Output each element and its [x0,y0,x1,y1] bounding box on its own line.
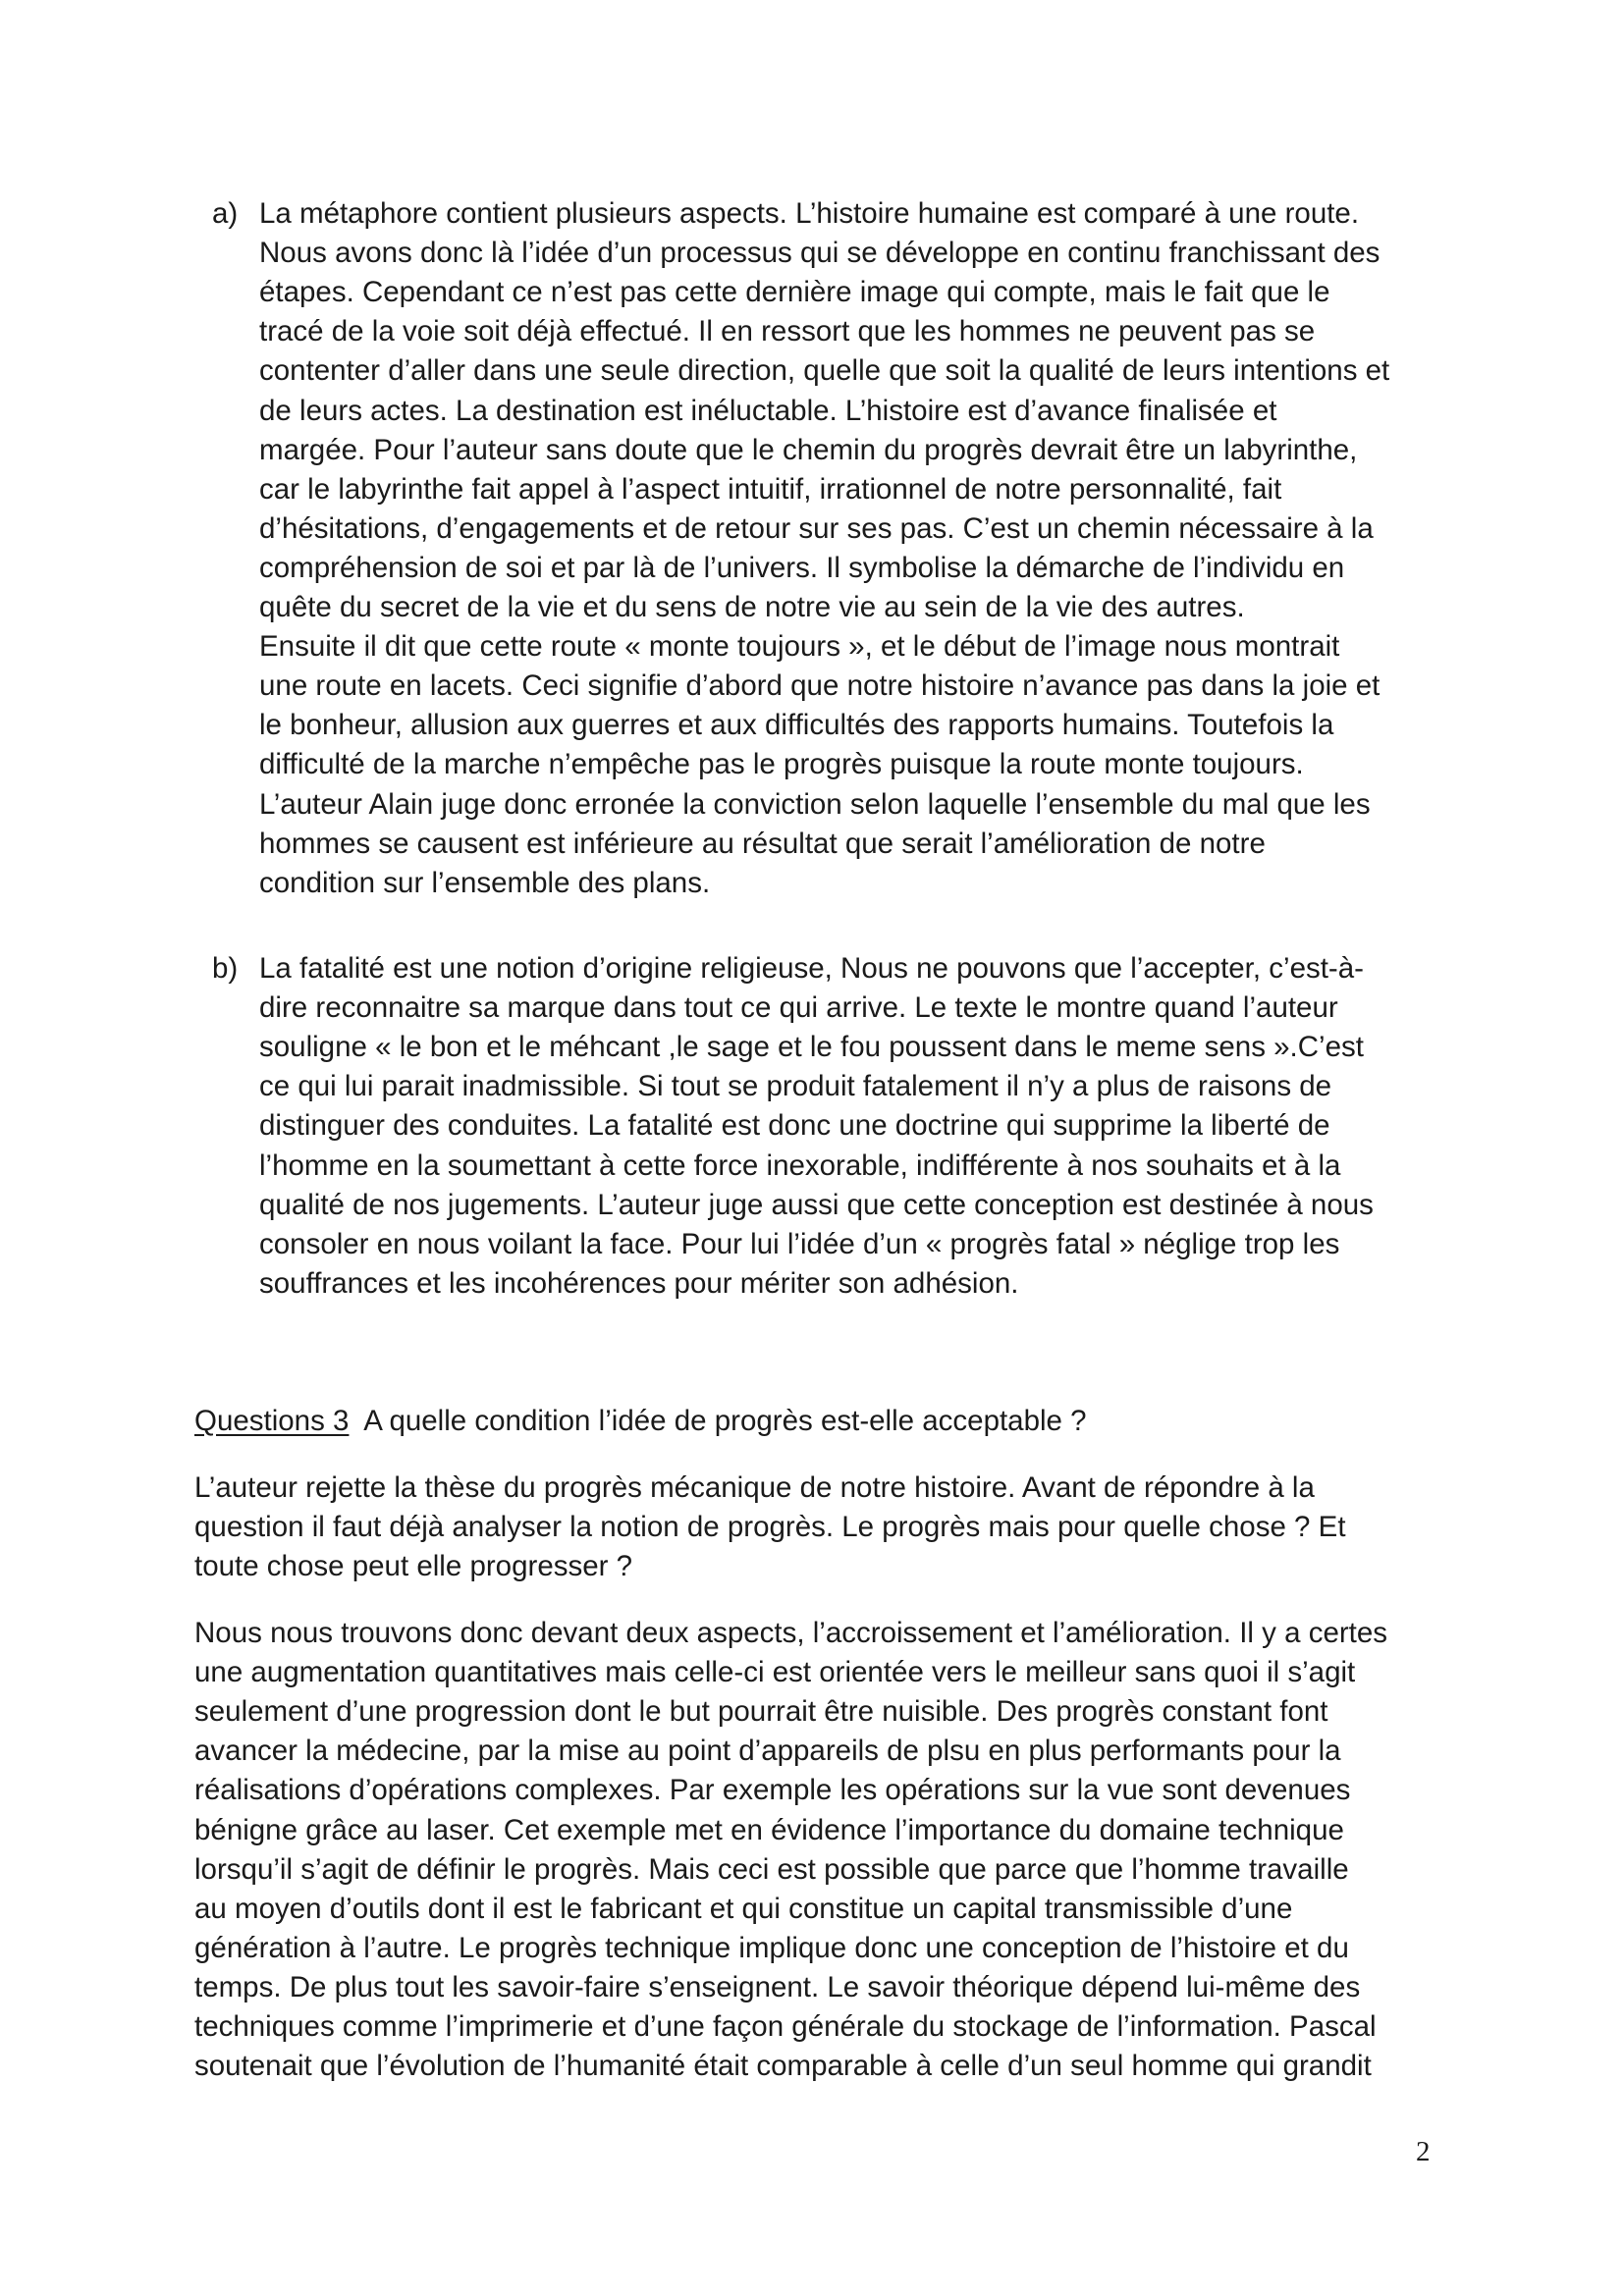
text-line: quête du secret de la vie et du sens de notre vie au sein de la vie des autres. [259,591,1245,623]
text-line: au moyen d’outils dont il est le fabricant et qui constitue un capital transmissible d’une [194,1892,1293,1925]
text-line: l’homme en la soumettant à cette force inexorable, indifférente à nos souhaits et à la [259,1148,1341,1182]
question-heading [194,1402,1087,1441]
text-line: distinguer des conduites. La fatalité est donc une doctrine qui supprime la liberté de [259,1109,1330,1143]
text-line: réalisations d’opérations complexes. Par exemple les opérations sur la vue sont devenues [194,1774,1351,1807]
text-line: souligne « le bon et le méhcant ,le sage et le fou poussent dans le meme sens ».C’est [259,1031,1364,1064]
text-line: car le labyrinthe fait appel à l’aspect intuitif, irrationnel de notre personnalité, fait [259,472,1282,506]
text-line: L’auteur Alain juge donc erronée la conviction selon laquelle l’ensemble du mal que les [259,787,1371,821]
text-line: Nous nous trouvons donc devant deux aspects, l’accroissement et l’amélioration. Il y a certes [194,1617,1388,1649]
text-line: d’hésitations, d’engagements et de retour sur ses pas. C’est un chemin nécessaire à la [259,511,1374,545]
text-line: bénigne grâce au laser. Cet exemple met en évidence l’importance du domaine technique [194,1813,1344,1846]
text-line: difficulté de la marche n’empêche pas le progrès puisque la route monte toujours. [259,748,1304,781]
list-marker-a: a) [212,197,239,230]
text-line: qualité de nos jugements. L’auteur juge aussi que cette conception est destinée à nous [259,1188,1374,1221]
text-line: La fatalité est une notion d’origine religieuse, Nous ne pouvons que l’accepter, c’est-à- [259,952,1364,985]
text-line: étapes. Cependant ce n’est pas cette dernière image qui compte, mais le fait que le [259,276,1330,309]
list-marker-b: b) [212,952,239,985]
text-line: compréhension de soi et par là de l’univers. Il symbolise la démarche de l’individu en [259,551,1345,584]
text-line: avancer la médecine, par la mise au point d’appareils de plsu en plus performants pour la [194,1735,1341,1768]
text-line: condition sur l’ensemble des plans. [259,866,711,899]
text-line: question il faut déjà analyser la notion de progrès. Le progrès mais pour quelle chose ? Et [194,1511,1346,1544]
text-line: une route en lacets. Ceci signifie d’abord que notre histoire n’avance pas dans la joie et [259,669,1380,703]
text-line: Ensuite il dit que cette route « monte toujours », et le début de l’image nous montrait [259,630,1340,664]
text-line: ce qui lui parait inadmissible. Si tout se produit fatalement il n’y a plus de raisons de [259,1070,1332,1103]
text-line: lorsqu’il s’agit de définir le progrès. Mais ceci est possible que parce que l’homme travaille [194,1852,1349,1886]
text-line: Nous avons donc là l’idée d’un processus qui se développe en continu franchissant des [259,237,1380,270]
text-line: le bonheur, allusion aux guerres et aux difficultés des rapports humains. Toutefois la [259,709,1334,742]
question-text: A quelle condition l’idée de progrès est-elle acceptable ? [349,1405,1087,1437]
text-line: contenter d’aller dans une seule direction, quelle que soit la qualité de leurs intentions et [259,354,1390,388]
question-label: Questions 3 [194,1405,350,1437]
text-line: La métaphore contient plusieurs aspects. L’histoire humaine est comparé à une route. [259,197,1360,230]
text-line: une augmentation quantitatives mais celle-ci est orientée vers le meilleur sans quoi il s’agit [194,1656,1356,1689]
text-line: techniques comme l’imprimerie et d’une façon générale du stockage de l’information. Pascal [194,2010,1377,2043]
text-line: L’auteur rejette la thèse du progrès mécanique de notre histoire. Avant de répondre à la [194,1471,1315,1504]
text-line: tracé de la voie soit déjà effectué. Il en ressort que les hommes ne peuvent pas se [259,315,1316,348]
text-line: génération à l’autre. Le progrès technique implique donc une conception de l’histoire et du [194,1931,1349,1964]
page-number: 2 [1416,2136,1431,2167]
text-line: margée. Pour l’auteur sans doute que le chemin du progrès devrait être un labyrinthe, [259,433,1358,466]
text-line: temps. De plus tout les savoir-faire s’enseignent. Le savoir théorique dépend lui-même des [194,1970,1361,2003]
text-line: toute chose peut elle progresser ? [194,1550,633,1583]
text-line: souffrances et les incohérences pour mériter son adhésion. [259,1266,1019,1300]
text-line: seulement d’une progression dont le but pourrait être nuisible. Des progrès constant font [194,1695,1328,1729]
text-line: hommes se causent est inférieure au résultat que serait l’amélioration de notre [259,827,1266,860]
text-line: de leurs actes. La destination est inéluctable. L’histoire est d’avance finalisée et [259,394,1277,427]
text-line: consoler en nous voilant la face. Pour lui l’idée d’un « progrès fatal » néglige trop les [259,1227,1340,1260]
text-line: soutenait que l’évolution de l’humanité était comparable à celle d’un seul homme qui grandit [194,2050,1372,2083]
text-line: dire reconnaitre sa marque dans tout ce qui arrive. Le texte le montre quand l’auteur [259,991,1338,1025]
